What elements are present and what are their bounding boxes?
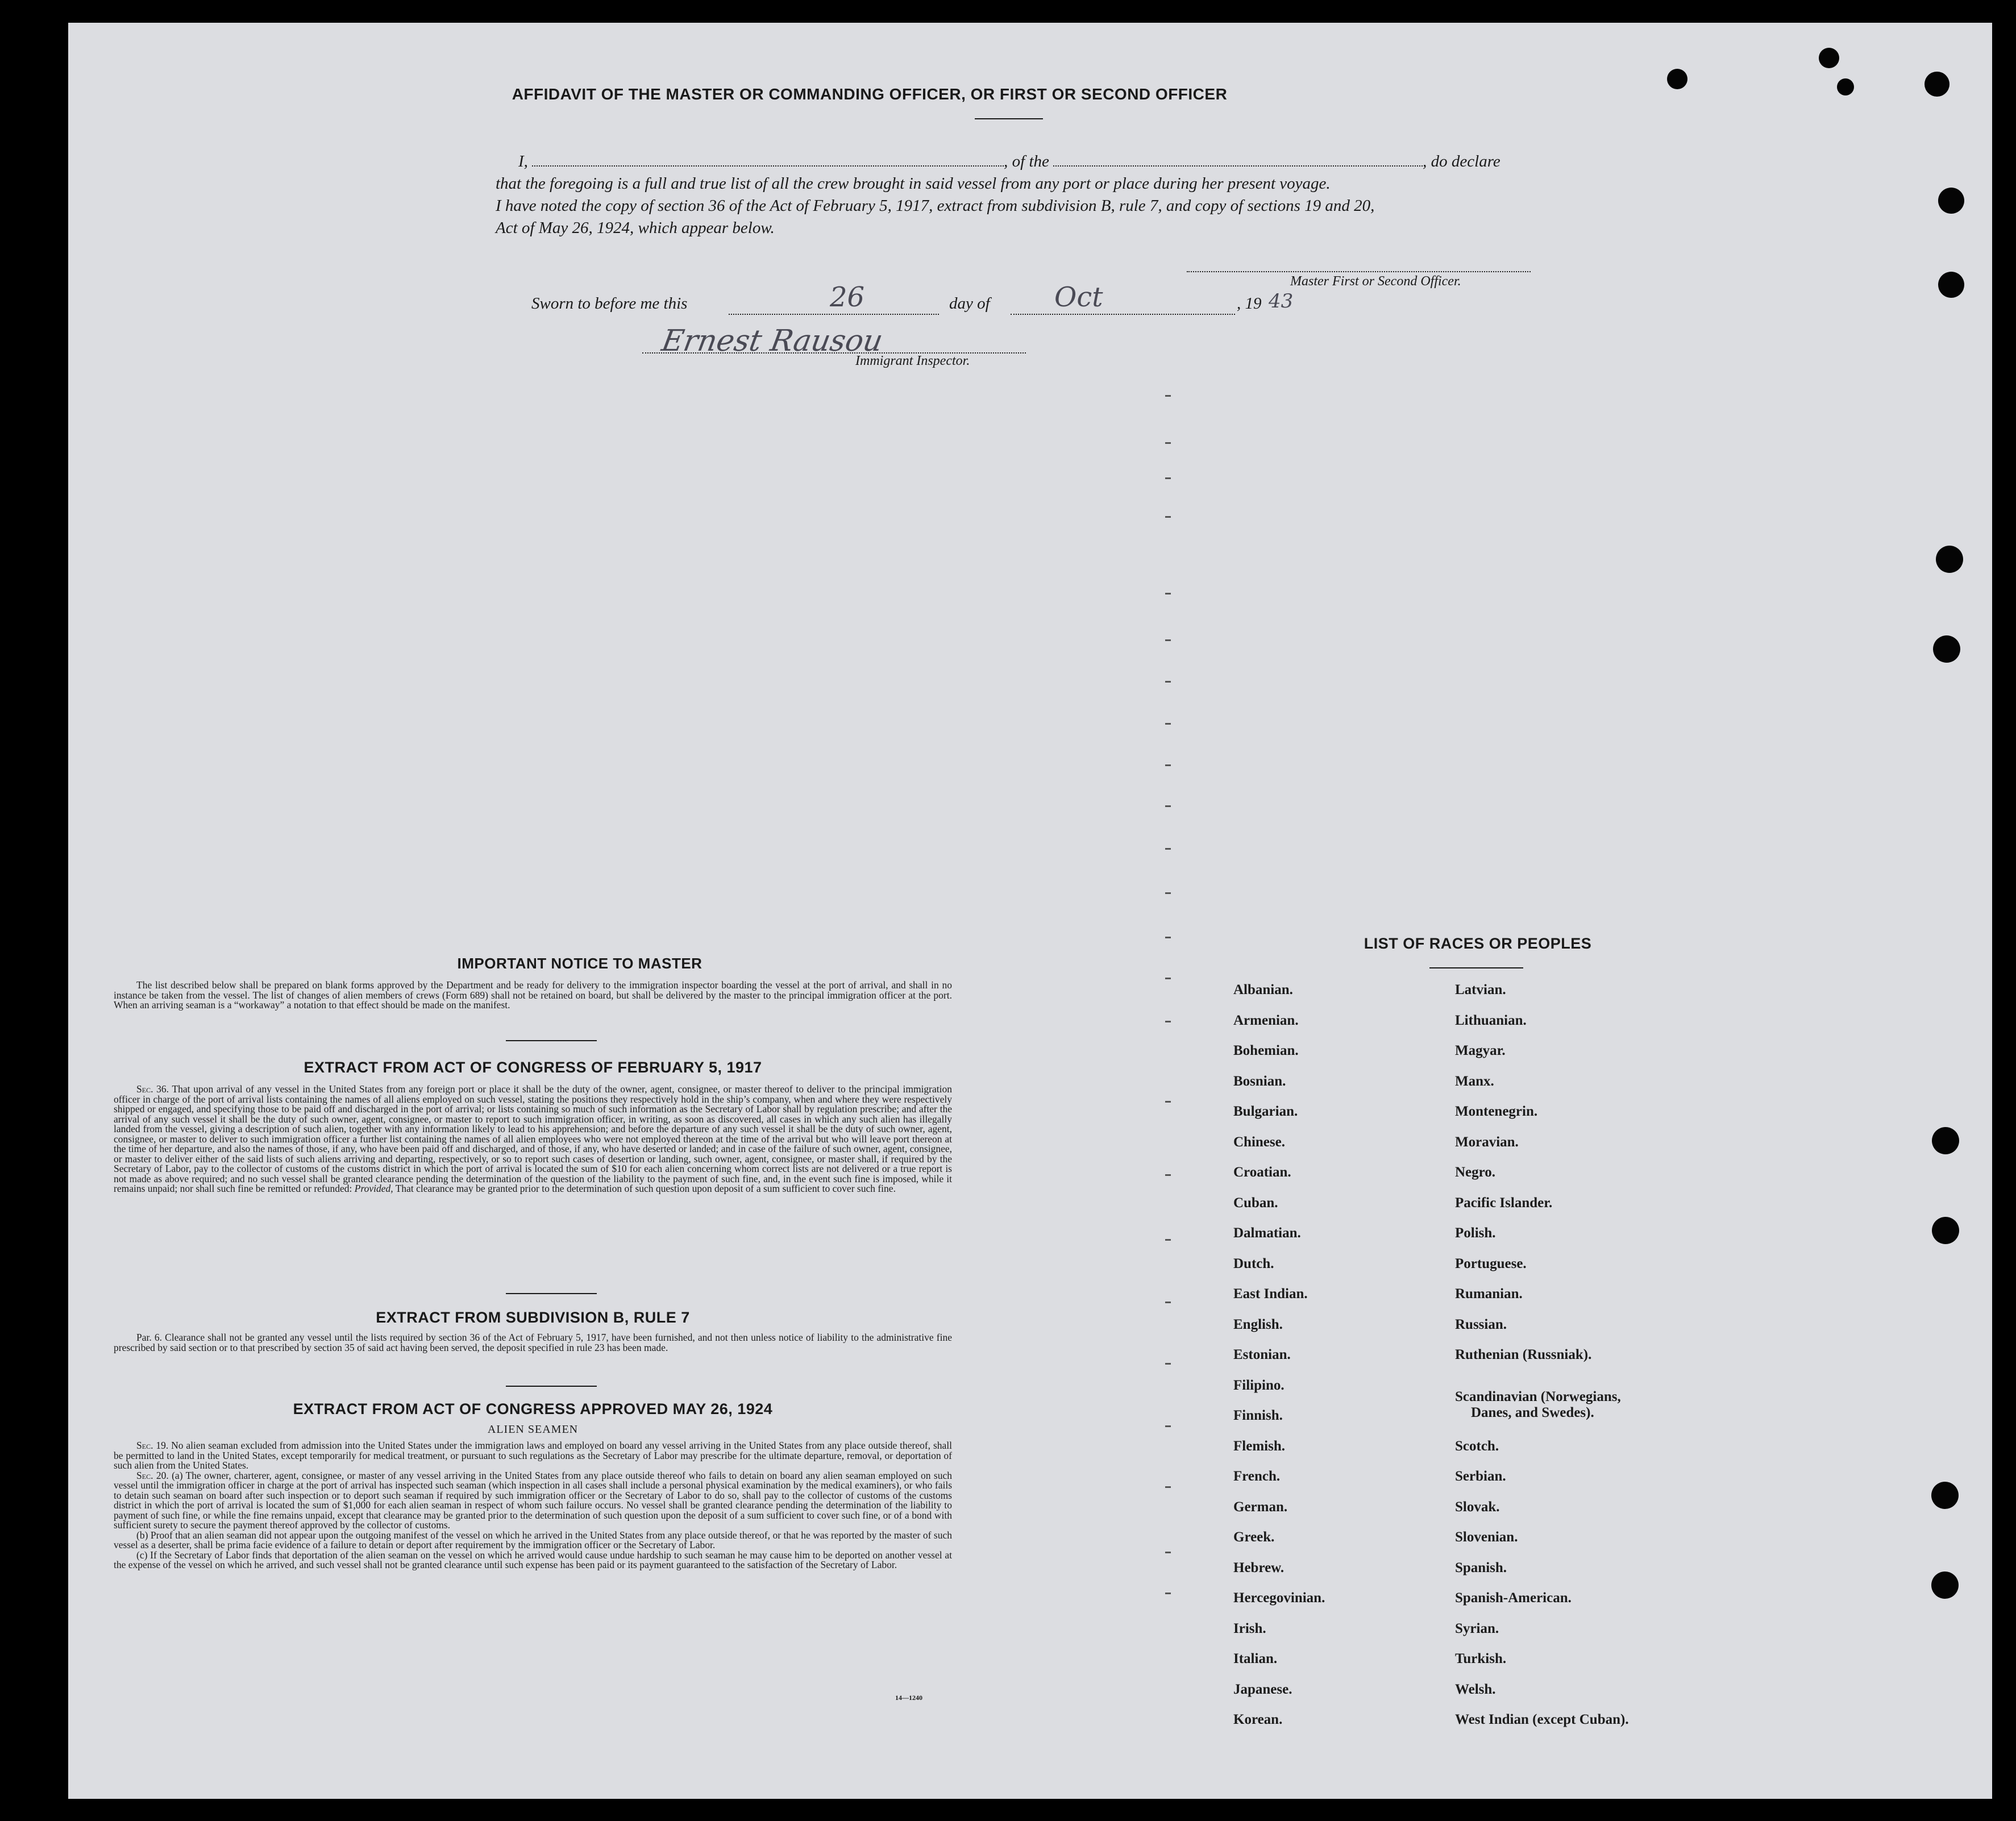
sworn-prefix: Sworn to before me this [531, 294, 688, 313]
punch-hole [1931, 1482, 1959, 1509]
margin-tick [1165, 937, 1171, 938]
extract-1917-title: EXTRACT FROM ACT OF CONGRESS OF FEBRUARY 5, 1917 [304, 1059, 762, 1076]
race-item: Pacific Islander. [1455, 1195, 1553, 1211]
margin-tick [1165, 395, 1171, 397]
notice-text [114, 980, 952, 1011]
alien-seamen-subtitle: ALIEN SEAMEN [487, 1423, 579, 1436]
race-item: French. [1233, 1469, 1281, 1484]
year-prefix: , 19 [1237, 294, 1262, 313]
margin-tick [1165, 477, 1171, 479]
race-item: German. [1233, 1499, 1288, 1515]
race-item [1455, 1378, 1629, 1438]
margin-tick [1165, 978, 1171, 979]
races-title-divider [1429, 967, 1523, 968]
race-item: Dutch. [1233, 1255, 1274, 1271]
sworn-day-field[interactable] [729, 314, 939, 315]
inspector-signature: Ernest Rausou [659, 324, 886, 358]
punch-hole [1819, 48, 1839, 68]
affidavit-declaration [496, 151, 1632, 239]
sec-36-label: Sec. 36. [136, 1083, 169, 1095]
race-item: Manx. [1455, 1073, 1494, 1089]
sec-20a-text: (a) The owner, charterer, agent, consignee, or master of any vessel arriving in the United States from any place outside thereof who fails to detain on board any alien seaman employed on such vessel until the immigration officer in charge at the port of arrival has inspected such seaman (which inspection in all cases shall include a personal physical examination by the medical examiners), or who fails to detain such seaman on board after such inspection or to deport such seaman if required by such immigration officer or the Secretary of Labor to do so, shall pay to the collector of customs of the customs district in which the port of arrival is located the sum of $1,000 for each alien seaman in respect of whom such failure occurs. No vessel shall be granted clearance pending the determination of the liability to payment of such fine, or while the fine remains unpaid, except that clearance may be granted prior to the determination of such question upon the deposit of a sum sufficient to cover such fine, or of a bond with sufficient surety to secure the payment thereof approved by the collector of customs. [114, 1469, 952, 1531]
decl-line-4: Act of May 26, 1924, which appear below. [496, 219, 775, 237]
punch-hole [1931, 1571, 1959, 1599]
title-divider [975, 118, 1043, 119]
race-item: Italian. [1233, 1651, 1278, 1666]
race-item: Magyar. [1455, 1043, 1506, 1058]
extract-rule7-title: EXTRACT FROM SUBDIVISION B, RULE 7 [376, 1309, 690, 1326]
extract-1917-divider [506, 1293, 597, 1294]
margin-tick [1165, 1021, 1171, 1022]
race-item: Lithuanian. [1455, 1012, 1527, 1028]
race-item: Chinese. [1233, 1134, 1285, 1150]
extract-1924-title: EXTRACT FROM ACT OF CONGRESS APPROVED MAY 26, 1924 [293, 1400, 773, 1417]
race-item: Scotch. [1455, 1438, 1499, 1454]
margin-tick [1165, 639, 1171, 641]
sec-20b-text: (b) Proof that an alien seaman did not appear upon the outgoing manifest of the vessel on which he arrived in the United States from any place outside thereof, or that he was reported by the master of such vessel as a deserter, shall be prima facie evidence of a failure to detain or deport after requirement by the immigration officer or the Secretary of Labor. [114, 1529, 952, 1550]
punch-hole [1938, 188, 1964, 214]
races-right-column [1455, 982, 1629, 1743]
sec-36-text-end: That clearance may be granted prior to the determination of such question upon deposit of a sum sufficient to cover such fine. [395, 1183, 896, 1194]
race-item: Dalmatian. [1233, 1225, 1301, 1241]
margin-tick [1165, 1486, 1171, 1488]
race-item: Japanese. [1233, 1681, 1292, 1697]
margin-tick [1165, 764, 1171, 766]
margin-tick [1165, 681, 1171, 683]
margin-tick [1165, 593, 1171, 594]
race-item: Ruthenian (Russniak). [1455, 1347, 1592, 1362]
vessel-name-field[interactable] [1053, 155, 1423, 167]
margin-tick [1165, 1363, 1171, 1365]
race-item-scandinavian-cont: Danes, and Swedes). [1471, 1404, 1594, 1420]
decl-line-3: I have noted the copy of section 36 of the Act of February 5, 1917, extract from subdivision B, rule 7, and copy of sections 19 and 20, [496, 197, 1375, 215]
decl-do-declare: , do declare [1423, 152, 1500, 171]
sworn-month-field[interactable] [1011, 314, 1235, 315]
margin-tick [1165, 892, 1171, 894]
margin-tick [1165, 1425, 1171, 1427]
master-signature-line[interactable] [1187, 271, 1531, 272]
race-item: Slovak. [1455, 1499, 1500, 1515]
extract-rule7-divider [506, 1386, 597, 1387]
race-item-scandinavian: Scandinavian (Norwegians, [1455, 1388, 1621, 1404]
punch-hole [1932, 1127, 1959, 1154]
margin-tick [1165, 516, 1171, 518]
race-item: West Indian (except Cuban). [1455, 1712, 1629, 1727]
margin-tick [1165, 1239, 1171, 1241]
race-item: Portuguese. [1455, 1255, 1527, 1271]
race-item: Russian. [1455, 1316, 1507, 1332]
race-item: Croatian. [1233, 1165, 1291, 1180]
race-item: East Indian. [1233, 1286, 1308, 1302]
race-item: Greek. [1233, 1529, 1275, 1545]
margin-tick [1165, 1593, 1171, 1594]
race-item: Montenegrin. [1455, 1104, 1538, 1119]
decl-line-2: that the foregoing is a full and true list of all the crew brought in said vessel from any port or place during her present voyage. [496, 174, 1331, 193]
punch-hole [1924, 72, 1950, 97]
margin-tick [1165, 848, 1171, 850]
margin-tick [1165, 1552, 1171, 1553]
margin-tick [1165, 1302, 1171, 1303]
races-title: LIST OF RACES OR PEOPLES [1364, 935, 1592, 952]
form-number: 14—1240 [895, 1694, 922, 1702]
master-label: Master First or Second Officer. [1290, 274, 1461, 289]
master-name-field[interactable] [532, 155, 1004, 167]
document-page [68, 23, 1992, 1799]
extract-1917-text [114, 1084, 952, 1194]
race-item: Korean. [1233, 1712, 1283, 1727]
races-list [1233, 982, 1802, 1772]
punch-hole [1837, 78, 1854, 95]
extract-1924-text [114, 1441, 952, 1570]
race-item: Estonian. [1233, 1347, 1291, 1362]
decl-i: I, [518, 152, 528, 171]
punch-hole [1933, 635, 1960, 663]
race-item: Finnish. [1233, 1408, 1283, 1423]
sworn-month-handwritten: Oct [1054, 281, 1103, 313]
race-item: Spanish. [1455, 1560, 1507, 1575]
race-item: Moravian. [1455, 1134, 1519, 1150]
margin-tick [1165, 1101, 1171, 1103]
sec-20-label: Sec. 20. [136, 1469, 169, 1481]
race-item: Latvian. [1455, 982, 1506, 997]
punch-hole [1938, 272, 1964, 298]
race-item: Albanian. [1233, 982, 1293, 997]
race-item: Filipino. [1233, 1377, 1285, 1393]
race-item: Negro. [1455, 1165, 1496, 1180]
race-item: Flemish. [1233, 1438, 1285, 1454]
notice-paragraph: The list described below shall be prepared on blank forms approved by the Department and be ready for delivery to the immigration inspector boarding the vessel at the port of arrival, and shall in no instance be taken from the vessel. The list of changes of alien members of crews (Form 689) shall not be retained on board, but shall be delivered by the master to the principal immigration officer at the port. When an arriving seaman is a “workaway” a notation to that effect should be made on the manifest. [114, 979, 952, 1011]
race-item: Serbian. [1455, 1469, 1506, 1484]
race-item: Armenian. [1233, 1012, 1299, 1028]
sec-36-text: That upon arrival of any vessel in the United States from any foreign port or place it shall be the duty of the owner, agent, consignee, or master thereof to deliver to the principal immigration officer in charge of the port of arrival lists containing the names of all aliens employed on such vessel, stating the positions they respectively hold in the ship’s company, when and where they were respectively shipped or engaged, and specifying those to be paid off and discharged in the port of arrival; or lists containing so much of such information as the Secretary of Labor shall by regulation prescribe; and after the arrival of any such vessel it shall be the duty of such owner, agent, consignee, or master to report to such immigration officer, in writing, as soon as discovered, all cases in which any such alien has illegally landed from the vessel, giving a description of such alien, together with any information likely to lead to his apprehension; and before the departure of any such vessel it shall be the duty of such owner, agent, consignee, or master to deliver to such immigration officer a further list containing the names of all alien employees who were not employed thereon at the time of the arrival but who will leave port thereon at the time of her departure, and also the names of those, if any, who have been paid off and discharged, and of those, if any, who have deserted or landed; and in case of the failure of such owner, agent, consignee, or master to deliver either of the said lists of such aliens arriving and departing, respectively, or so to report such cases of desertion or landing, such owner, agent, consignee, or master shall, if required by the Secretary of Labor, pay to the collector of customs of the customs district in which the port of arrival is located the sum of $10 for each alien concerning whom correct lists are not delivered or a true report is not made as above required; and no such vessel shall be granted clearance pending the determination of the question of the liability to the payment of such fine, and, in the event such fine is imposed, while it remains unpaid; nor shall such fine be remitted or refunded: [114, 1083, 952, 1194]
margin-tick [1165, 805, 1171, 807]
sec-20c-text: (c) If the Secretary of Labor finds that deportation of the alien seaman on the vessel on which he arrived would cause undue hardship to such seaman he may cause him to be deported on another vessel at the expense of the vessel on which he arrived, and such vessel shall not be granted clearance until such expense has been paid or its payment guaranteed to the satisfaction of the Secretary of Labor. [114, 1549, 952, 1570]
race-item: Welsh. [1455, 1681, 1496, 1697]
sec-19-label: Sec. 19. [136, 1440, 169, 1451]
race-item: Hebrew. [1233, 1560, 1285, 1575]
race-item: Bosnian. [1233, 1073, 1286, 1089]
race-item: Spanish-American. [1455, 1590, 1572, 1606]
race-item: Hercegovinian. [1233, 1590, 1325, 1606]
affidavit-title: AFFIDAVIT OF THE MASTER OR COMMANDING OFFICER, OR FIRST OR SECOND OFFICER [512, 85, 1228, 103]
punch-hole [1667, 69, 1687, 89]
day-of-label: day of [949, 294, 990, 313]
margin-tick [1165, 1174, 1171, 1176]
race-item: Irish. [1233, 1620, 1266, 1636]
race-item: Slovenian. [1455, 1529, 1518, 1545]
race-item: Bulgarian. [1233, 1104, 1298, 1119]
race-item: Turkish. [1455, 1651, 1507, 1666]
margin-tick [1165, 442, 1171, 444]
punch-hole [1936, 546, 1963, 573]
sec-19-text: No alien seaman excluded from admission into the United States under the immigration laws and employed on board any vessel arriving in the United States from any place outside thereof, shall be permitted to land in the United States, except temporarily for medical treatment, or pursuant to such regulations as the Secretary of Labor may prescribe for the ultimate departure, removal, or deportation of such alien from the United States. [114, 1440, 953, 1471]
provided-word: Provided, [354, 1183, 393, 1194]
extract-rule7-text [114, 1333, 952, 1353]
notice-title: IMPORTANT NOTICE TO MASTER [457, 955, 703, 972]
notice-divider [506, 1040, 597, 1041]
race-item: Rumanian. [1455, 1286, 1523, 1302]
sworn-day-handwritten: 26 [830, 281, 865, 313]
punch-hole [1932, 1217, 1959, 1244]
inspector-label: Immigrant Inspector. [855, 354, 970, 368]
race-item: Syrian. [1455, 1620, 1499, 1636]
year-handwritten: 43 [1269, 290, 1294, 313]
race-item: English. [1233, 1316, 1283, 1332]
race-item: Bohemian. [1233, 1043, 1299, 1058]
race-item: Cuban. [1233, 1195, 1278, 1211]
rule7-paragraph: Par. 6. Clearance shall not be granted any vessel until the lists required by section 36 of the Act of February 5, 1917, have been furnished, and not then unless notice of liability to the administrative fine prescribed by said section or to that prescribed by section 35 of said act having been served, the deposit specified in rule 23 has been made. [114, 1332, 952, 1353]
race-item: Polish. [1455, 1225, 1496, 1241]
races-left-column [1233, 982, 1325, 1743]
margin-tick [1165, 723, 1171, 725]
decl-of-the: , of the [1004, 152, 1049, 171]
